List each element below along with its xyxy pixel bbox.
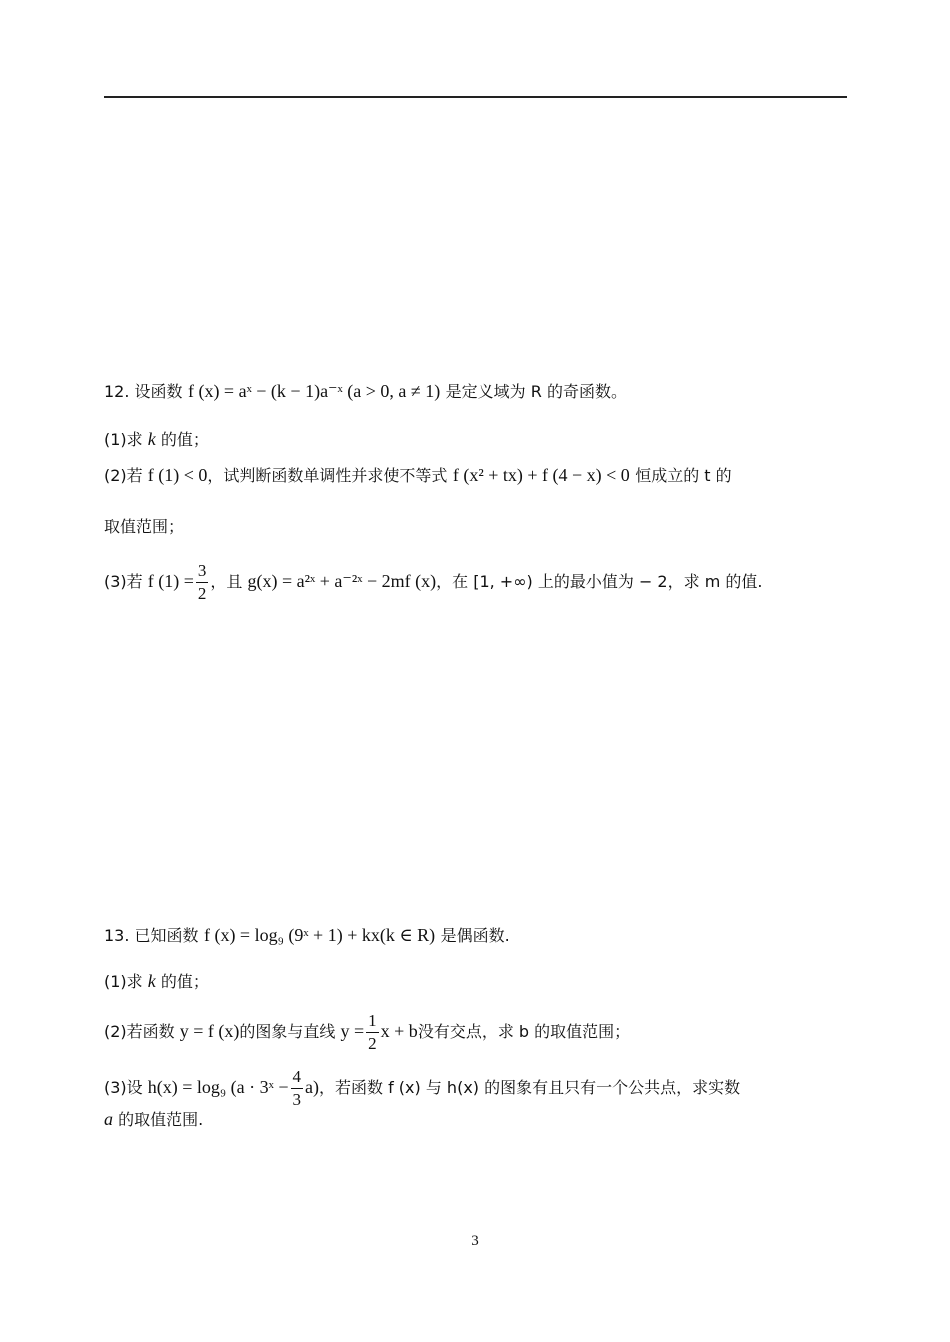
p13-part-2-function: y = f (x) bbox=[179, 1021, 240, 1041]
p13-part-1-rest: 的值； bbox=[155, 972, 209, 991]
part-2-prefix: (2)若 bbox=[104, 466, 148, 485]
fraction-numerator: 4 bbox=[291, 1066, 304, 1089]
p13-line-lhs: y = bbox=[340, 1021, 365, 1041]
problem-13-part-1 bbox=[104, 968, 209, 995]
var-k: k bbox=[147, 429, 156, 449]
fraction-numerator: 3 bbox=[196, 560, 209, 583]
part-1-prefix: (1)求 bbox=[104, 430, 148, 449]
part-3-prefix: (3)若 bbox=[104, 572, 148, 591]
problem-12-statement bbox=[104, 378, 627, 405]
problem-13-statement bbox=[104, 922, 510, 949]
problem-12-part-2 bbox=[104, 462, 732, 489]
page-number: 3 bbox=[471, 1233, 479, 1249]
part-1-rest: 的值； bbox=[155, 430, 209, 449]
fraction-three-halves bbox=[196, 560, 209, 605]
problem-12-part-2-cont bbox=[104, 514, 184, 540]
problem-12-part-1 bbox=[104, 426, 209, 453]
p13-part-2-rest: 没有交点，求 b 的取值范围； bbox=[417, 1022, 631, 1041]
part-3-function-g: g(x) = a²ˣ + a⁻²ˣ − 2mf (x) bbox=[247, 571, 437, 591]
fraction-denominator: 3 bbox=[292, 1090, 302, 1109]
p13-part-1-prefix: (1)求 bbox=[104, 972, 148, 991]
fraction-one-half bbox=[366, 1010, 379, 1055]
part-2-continued: 取值范围； bbox=[104, 517, 185, 536]
fraction-four-thirds bbox=[291, 1066, 304, 1111]
problem-13-part-2 bbox=[104, 1010, 630, 1055]
p13-part-3-rest: ，若函数 f (x) 与 h(x) 的图象有且只有一个公共点，求实数 bbox=[319, 1078, 741, 1097]
problem-12-domain-text: 是定义域为 R 的奇函数。 bbox=[445, 382, 627, 401]
fraction-numerator: 1 bbox=[366, 1010, 379, 1033]
problem-13-function: f (x) = log₉ (9ˣ + 1) + kx(k ∈ R) bbox=[203, 925, 436, 945]
problem-13-part-3 bbox=[104, 1066, 740, 1111]
fraction-denominator: 2 bbox=[197, 584, 207, 603]
var-k: k bbox=[147, 971, 156, 991]
part-2-rest: 恒成立的 t 的 bbox=[635, 466, 732, 485]
part-3-mid: ，且 bbox=[210, 572, 248, 591]
problem-12-part-3 bbox=[104, 560, 762, 605]
problem-12-function: f (x) = aˣ − (k − 1)a⁻ˣ (a > 0, a ≠ 1) bbox=[187, 381, 441, 401]
var-a: a bbox=[104, 1109, 113, 1129]
problem-12-label: 12. 设函数 bbox=[104, 382, 183, 401]
p13-part-3-continued: 的取值范围. bbox=[113, 1110, 204, 1129]
part-3-condition: f (1) = bbox=[147, 571, 194, 591]
p13-part-2-mid: 的图象与直线 bbox=[239, 1022, 341, 1041]
part-2-condition: f (1) < 0 bbox=[147, 465, 208, 485]
problem-13-part-3-cont bbox=[104, 1106, 203, 1133]
part-3-rest: ，在 [1, +∞) 上的最小值为 − 2，求 m 的值. bbox=[436, 572, 763, 591]
part-2-mid: ，试判断函数单调性并求使不等式 bbox=[207, 466, 448, 485]
header-rule bbox=[104, 96, 847, 98]
p13-line-rhs: x + b bbox=[380, 1021, 418, 1041]
p13-function-h: h(x) = log₉ (a · 3ˣ − bbox=[147, 1077, 289, 1097]
fraction-denominator: 2 bbox=[368, 1034, 377, 1053]
part-2-inequality: f (x² + tx) + f (4 − x) < 0 bbox=[452, 465, 630, 485]
p13-function-h-end: a) bbox=[305, 1077, 319, 1097]
problem-13-even-text: 是偶函数. bbox=[440, 926, 510, 945]
p13-part-2-prefix: (2)若函数 bbox=[104, 1022, 180, 1041]
problem-13-label: 13. 已知函数 bbox=[104, 926, 199, 945]
p13-part-3-prefix: (3)设 bbox=[104, 1078, 148, 1097]
